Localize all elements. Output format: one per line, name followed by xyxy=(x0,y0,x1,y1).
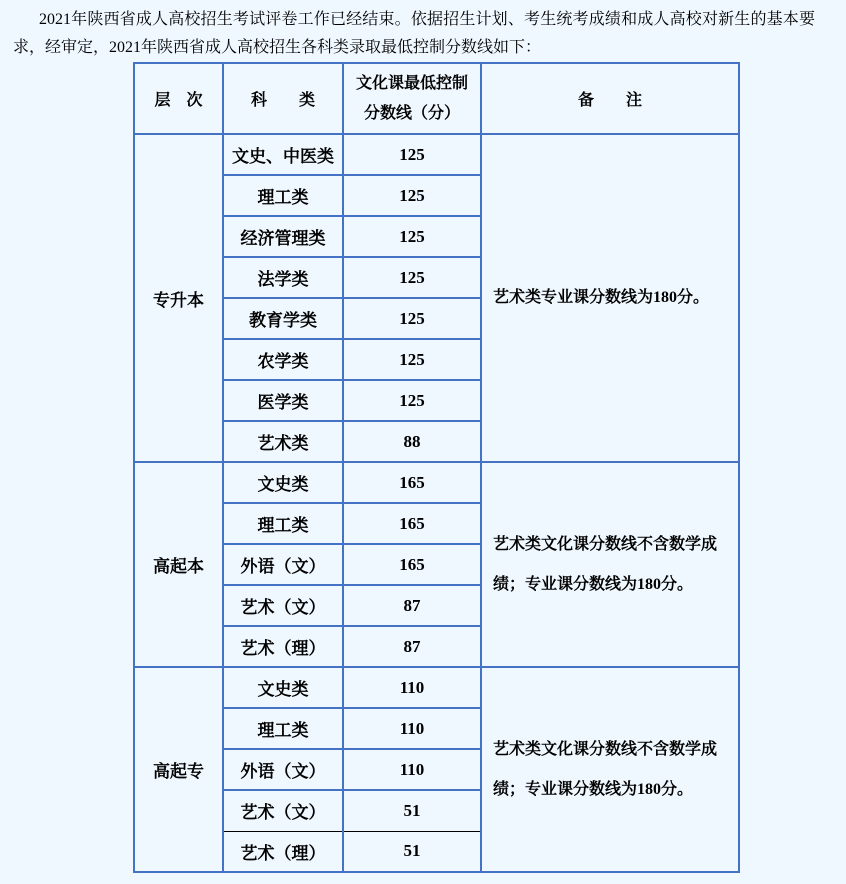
score-cell: 125 xyxy=(343,298,481,339)
header-remark: 备 注 xyxy=(481,63,739,134)
header-score-line2: 分数线（分） xyxy=(363,104,460,122)
score-cell: 125 xyxy=(343,339,481,380)
score-cell: 110 xyxy=(343,708,481,749)
score-cell: 87 xyxy=(343,626,481,667)
category-cell: 艺术（文） xyxy=(223,790,343,831)
category-cell: 医学类 xyxy=(223,380,343,421)
category-cell: 艺术（理） xyxy=(223,831,343,872)
header-score xyxy=(343,63,481,134)
intro-paragraph: 2021年陕西省成人高校招生考试评卷工作已经结束。依据招生计划、考生统考成绩和成人高校对新生的基本要求，经审定，2021年陕西省成人高校招生各科类录取最低控制分数线如下： xyxy=(13,11,815,56)
category-cell: 理工类 xyxy=(223,175,343,216)
category-cell: 理工类 xyxy=(223,708,343,749)
level-cell-gaoqizhuan: 高起专 xyxy=(134,667,223,872)
score-cell: 165 xyxy=(343,462,481,503)
score-cell: 110 xyxy=(343,749,481,790)
category-cell: 文史类 xyxy=(223,667,343,708)
score-cell: 165 xyxy=(343,503,481,544)
category-cell: 文史、中医类 xyxy=(223,134,343,175)
category-cell: 法学类 xyxy=(223,257,343,298)
category-cell: 理工类 xyxy=(223,503,343,544)
table-row xyxy=(134,462,739,503)
table-header-row xyxy=(134,63,739,134)
header-category: 科 类 xyxy=(223,63,343,134)
category-cell: 艺术（理） xyxy=(223,626,343,667)
score-cell: 165 xyxy=(343,544,481,585)
category-cell: 外语（文） xyxy=(223,544,343,585)
score-cell: 125 xyxy=(343,257,481,298)
level-cell-zhuanshengben: 专升本 xyxy=(134,134,223,462)
category-cell: 经济管理类 xyxy=(223,216,343,257)
category-cell: 教育学类 xyxy=(223,298,343,339)
header-score-line1: 文化课最低控制 xyxy=(355,74,468,92)
score-cell: 110 xyxy=(343,667,481,708)
header-level: 层 次 xyxy=(134,63,223,134)
category-cell: 农学类 xyxy=(223,339,343,380)
remark-cell-zhuanshengben: 艺术类专业课分数线为180分。 xyxy=(481,134,739,462)
category-cell: 艺术类 xyxy=(223,421,343,462)
table-row xyxy=(134,134,739,175)
category-cell: 艺术（文） xyxy=(223,585,343,626)
score-cell: 87 xyxy=(343,585,481,626)
score-cell: 125 xyxy=(343,175,481,216)
category-cell: 文史类 xyxy=(223,462,343,503)
score-cell: 125 xyxy=(343,134,481,175)
category-cell: 外语（文） xyxy=(223,749,343,790)
score-cell: 88 xyxy=(343,421,481,462)
remark-cell-gaoqiben: 艺术类文化课分数线不含数学成绩；专业课分数线为180分。 xyxy=(481,462,739,667)
level-cell-gaoqiben: 高起本 xyxy=(134,462,223,667)
score-cell: 125 xyxy=(343,380,481,421)
score-table xyxy=(133,62,740,873)
remark-cell-gaoqizhuan: 艺术类文化课分数线不含数学成绩；专业课分数线为180分。 xyxy=(481,667,739,872)
table-row xyxy=(134,667,739,708)
score-cell: 51 xyxy=(343,790,481,831)
score-cell: 125 xyxy=(343,216,481,257)
score-cell: 51 xyxy=(343,831,481,872)
